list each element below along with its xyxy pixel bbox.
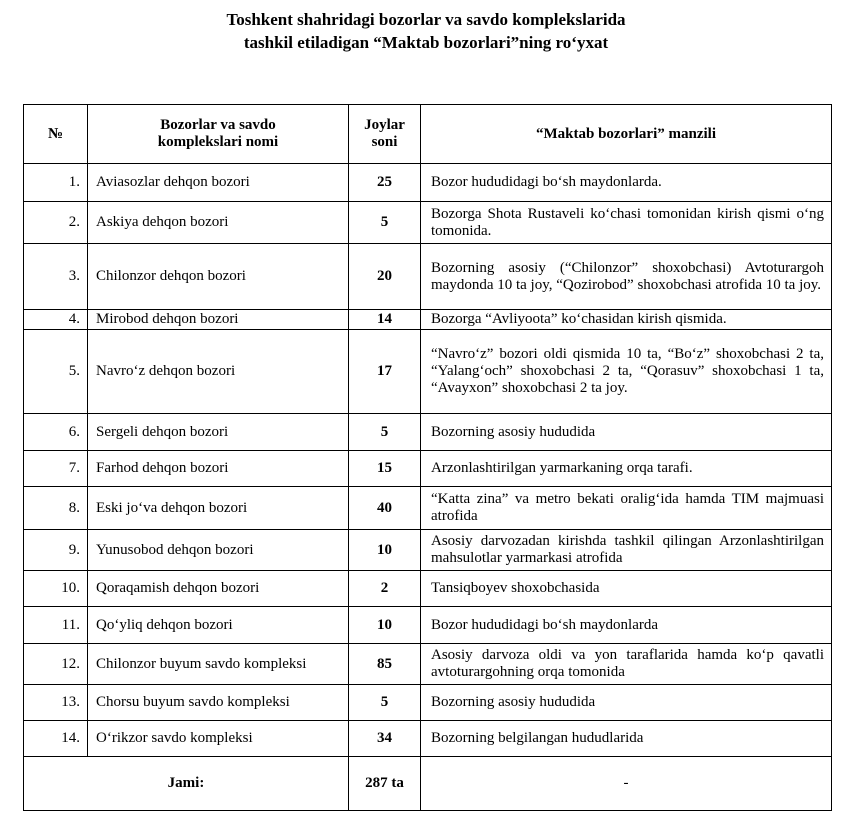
- market-name: Farhod dehqon bozori: [88, 451, 349, 487]
- market-name: Chilonzor dehqon bozori: [88, 244, 349, 310]
- places-count: 34: [349, 721, 421, 757]
- market-name: Qoraqamish dehqon bozori: [88, 571, 349, 607]
- row-number: 13.: [24, 685, 88, 721]
- market-name: Chilonzor buyum savdo kompleksi: [88, 644, 349, 685]
- row-number: 6.: [24, 414, 88, 451]
- places-count: 15: [349, 451, 421, 487]
- row-number: 11.: [24, 607, 88, 644]
- market-name: Navro‘z dehqon bozori: [88, 330, 349, 414]
- market-name: Qo‘yliq dehqon bozori: [88, 607, 349, 644]
- table-header-row: [24, 105, 832, 164]
- total-address: -: [421, 757, 832, 811]
- total-label: Jami:: [24, 757, 349, 811]
- places-count: 17: [349, 330, 421, 414]
- market-address: Bozorning asosiy hududida: [421, 414, 832, 451]
- title-line-1: Toshkent shahridagi bozorlar va savdo komplekslarida: [226, 10, 626, 29]
- row-number: 4.: [24, 310, 88, 330]
- market-address: Bozorning asosiy (“Chilonzor” shoxobchasi) Avtoturargoh maydonda 10 ta joy, “Qozirobod” shoxobchasi atrofida 10 ta joy.: [421, 244, 832, 310]
- table-row: [24, 571, 832, 607]
- market-name: Aviasozlar dehqon bozori: [88, 164, 349, 202]
- table-row: [24, 202, 832, 244]
- document-title: [0, 8, 852, 54]
- table-row: [24, 330, 832, 414]
- table-row: [24, 685, 832, 721]
- places-count: 25: [349, 164, 421, 202]
- places-count: 20: [349, 244, 421, 310]
- row-number: 12.: [24, 644, 88, 685]
- market-address: Asosiy darvoza oldi va yon taraflarida hamda ko‘p qavatli avtoturargohning orqa tomonida: [421, 644, 832, 685]
- places-count: 5: [349, 414, 421, 451]
- header-address: “Maktab bozorlari” manzili: [421, 105, 832, 164]
- title-line-2: tashkil etiladigan “Maktab bozorlari”ning ro‘yxat: [243, 33, 609, 52]
- table-row: [24, 487, 832, 530]
- table-row: [24, 607, 832, 644]
- places-count: 40: [349, 487, 421, 530]
- header-market-name: Bozorlar va savdo komplekslari nomi: [88, 105, 349, 164]
- market-name: Chorsu buyum savdo kompleksi: [88, 685, 349, 721]
- row-number: 2.: [24, 202, 88, 244]
- market-address: Bozorga “Avliyoota” ko‘chasidan kirish qismida.: [421, 310, 832, 330]
- places-count: 5: [349, 685, 421, 721]
- markets-table: [23, 104, 832, 811]
- market-address: Bozorga Shota Rustaveli ko‘chasi tomonidan kirish qismi o‘ng tomonida.: [421, 202, 832, 244]
- market-address: Tansiqboyev shoxobchasida: [421, 571, 832, 607]
- table-row: [24, 310, 832, 330]
- places-count: 10: [349, 607, 421, 644]
- market-name: Yunusobod dehqon bozori: [88, 530, 349, 571]
- table-row: [24, 164, 832, 202]
- market-address: Bozor hududidagi bo‘sh maydonlarda: [421, 607, 832, 644]
- market-name: Eski jo‘va dehqon bozori: [88, 487, 349, 530]
- header-places-count: Joylar soni: [349, 105, 421, 164]
- places-count: 2: [349, 571, 421, 607]
- places-count: 10: [349, 530, 421, 571]
- row-number: 7.: [24, 451, 88, 487]
- market-address: Bozor hududidagi bo‘sh maydonlarda.: [421, 164, 832, 202]
- market-address: Arzonlashtirilgan yarmarkaning orqa tarafi.: [421, 451, 832, 487]
- row-number: 10.: [24, 571, 88, 607]
- places-count: 85: [349, 644, 421, 685]
- market-address: Asosiy darvozadan kirishda tashkil qilingan Arzonlashtirilgan mahsulotlar yarmarkasi atrofida: [421, 530, 832, 571]
- table-row: [24, 451, 832, 487]
- table-row: [24, 721, 832, 757]
- market-address: “Navro‘z” bozori oldi qismida 10 ta, “Bo‘z” shoxobchasi 2 ta, “Yalang‘och” shoxobchasi 2 ta, “Qorasuv” shoxobchasi 1 ta, “Avayxon” shoxobchasi 2 ta joy.: [421, 330, 832, 414]
- total-count: 287 ta: [349, 757, 421, 811]
- row-number: 8.: [24, 487, 88, 530]
- row-number: 1.: [24, 164, 88, 202]
- market-name: Askiya dehqon bozori: [88, 202, 349, 244]
- market-address: Bozorning asosiy hududida: [421, 685, 832, 721]
- table-row: [24, 644, 832, 685]
- market-address: Bozorning belgilangan hududlarida: [421, 721, 832, 757]
- market-name: Sergeli dehqon bozori: [88, 414, 349, 451]
- total-row: [24, 757, 832, 811]
- row-number: 14.: [24, 721, 88, 757]
- row-number: 5.: [24, 330, 88, 414]
- market-name: Mirobod dehqon bozori: [88, 310, 349, 330]
- table-row: [24, 414, 832, 451]
- places-count: 14: [349, 310, 421, 330]
- table-row: [24, 244, 832, 310]
- header-number: №: [24, 105, 88, 164]
- row-number: 3.: [24, 244, 88, 310]
- places-count: 5: [349, 202, 421, 244]
- row-number: 9.: [24, 530, 88, 571]
- market-name: O‘rikzor savdo kompleksi: [88, 721, 349, 757]
- table-row: [24, 530, 832, 571]
- market-address: “Katta zina” va metro bekati oralig‘ida hamda TIM majmuasi atrofida: [421, 487, 832, 530]
